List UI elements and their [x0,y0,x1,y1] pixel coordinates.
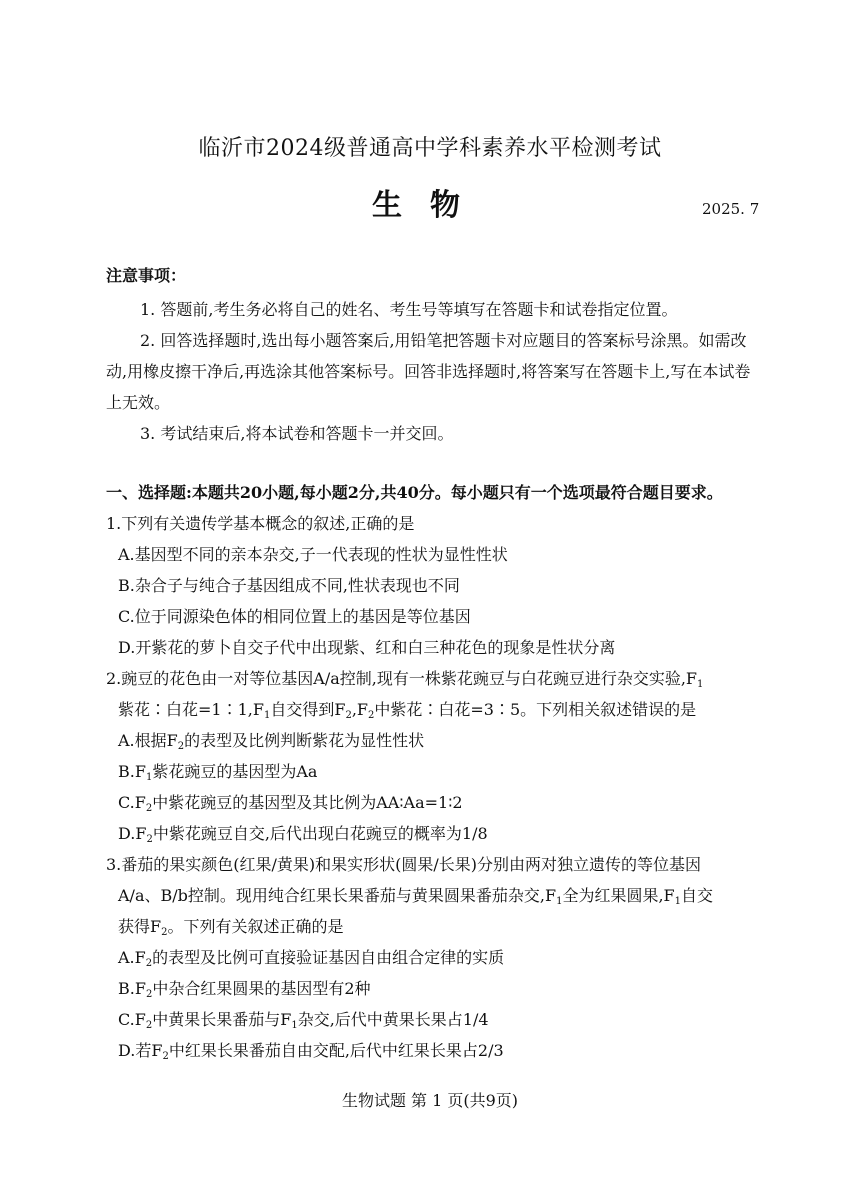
question-stem: 1.下列有关遗传学基本概念的叙述,正确的是 [106,514,415,533]
option-c: C.位于同源染色体的相同位置上的基因是等位基因 [118,607,471,626]
page-footer: 生物试题 第 1 页(共9页) [341,1091,519,1110]
option-b: $B.F_1$紫花豌豆的基因型为Aa [118,762,318,783]
option-a: A.根据$F_2$的表型及比例判断紫花为显性性状 [118,731,425,752]
option-a: $A.F_2$的表型及比例可直接验证基因自由组合定律的实质 [118,948,505,969]
question-stem-cont: A/a、B/b控制。现用纯合红果长果番茄与黄果圆果番茄杂交$,F_1$全为红果圆果$,F_1$自交 [118,886,714,907]
option-c: $C.F_2$中黄果长果番茄与$F_1$杂交,后代中黄果长果占1/4 [118,1010,489,1031]
note-item: 3. 考试结束后,将本试卷和答题卡一并交回。 [140,424,454,443]
exam-date: 2025. 7 [702,200,760,218]
section-heading: 一、选择题:本题共20小题,每小题2分,共40分。每小题只有一个选项最符合题目要求。 [106,483,723,502]
note-item: 1. 答题前,考生务必将自己的姓名、考生号等填写在答题卡和试卷指定位置。 [140,300,678,319]
question-stem: 3.番茄的果实颜色(红果/黄果)和果实形状(圆果/长果)分别由两对独立遗传的等位基因 [106,855,702,874]
question-stem-cont: 紫花∶白花$=1∶1,F_1$自交得到$F_2,F_2$中紫花∶白花=3∶5。下列相关叙述错误的是 [118,700,697,721]
option-d: D.开紫花的萝卜自交子代中出现紫、红和白三种花色的现象是性状分离 [118,638,616,657]
notes-heading: 注意事项： [106,266,187,285]
option-c: $C.F_2$中紫花豌豆的基因型及其比例为AA∶Aa=1∶2 [118,793,463,814]
option-d: $D.F_2$中紫花豌豆自交,后代出现白花豌豆的概率为1/8 [118,824,488,845]
option-d: D.若$F_2$中红果长果番茄自由交配,后代中红果长果占2/3 [118,1041,504,1062]
option-b: $B.F_2$中杂合红果圆果的基因型有2种 [118,979,371,1000]
subject-title: 生物 [372,188,488,223]
note-item: 2. 回答选择题时,选出每小题答案后,用铅笔把答题卡对应题目的答案标号涂黑。如需改动,用橡皮擦干净后,再选涂其他答案标号。回答非选择题时,将答案写在答题卡上,写在本试卷上无效。 [106,331,751,412]
question-stem: 2.豌豆的花色由一对等位基因A/a控制,现有一株紫花豌豆与白花豌豆进行杂交实验$,F_1$ [106,669,704,690]
option-b: B.杂合子与纯合子基因组成不同,性状表现也不同 [118,576,460,595]
question-stem-cont: 获得$F_2$。下列有关叙述正确的是 [118,917,344,938]
option-a: A.基因型不同的亲本杂交,子一代表现的性状为显性性状 [118,545,508,564]
exam-title: 临沂市2024级普通高中学科素养水平检测考试 [198,136,662,161]
